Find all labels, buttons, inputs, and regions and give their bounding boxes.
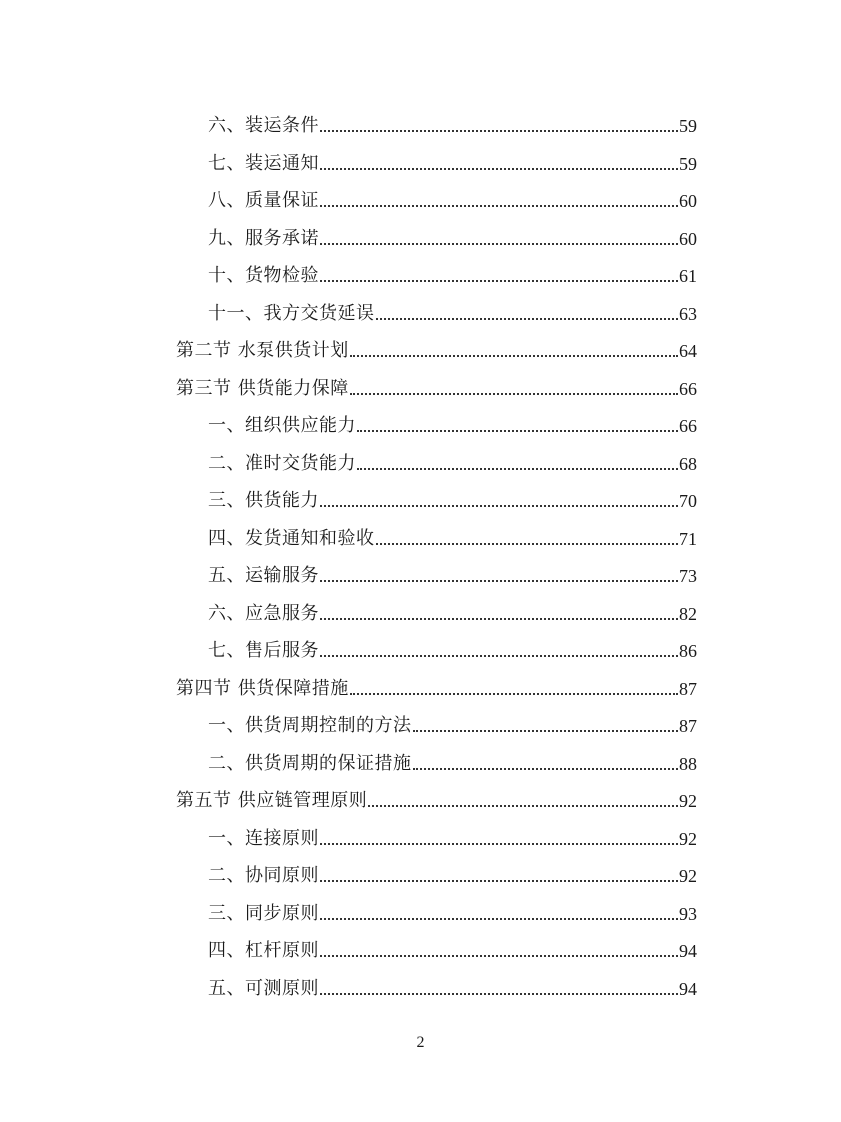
toc-entry-title: 三、同步原则 — [208, 902, 319, 924]
toc-dot-leader — [357, 430, 678, 432]
toc-entry-title: 第二节 水泵供货计划 — [176, 340, 349, 361]
toc-section-entry[interactable] — [176, 782, 697, 812]
toc-section-entry[interactable] — [176, 370, 697, 400]
toc-entry-page: 94 — [679, 941, 697, 961]
toc-entry-title: 一、连接原则 — [208, 827, 319, 849]
toc-entry-page: 66 — [679, 416, 697, 436]
toc-entry[interactable] — [208, 145, 697, 175]
toc-entry-page: 60 — [679, 191, 697, 211]
toc-entry-title: 十一、我方交货延误 — [208, 302, 375, 324]
toc-entry-page: 92 — [679, 791, 697, 811]
toc-dot-leader — [320, 655, 678, 657]
toc-entry-title: 十、货物检验 — [208, 265, 319, 286]
toc-entry-title: 八、质量保证 — [208, 190, 319, 211]
toc-entry-page: 64 — [679, 341, 697, 361]
toc-entry-page: 61 — [679, 266, 697, 286]
toc-dot-leader — [320, 918, 678, 920]
toc-dot-leader — [320, 168, 678, 170]
toc-section-entry[interactable] — [176, 670, 697, 700]
toc-entry-page: 71 — [679, 528, 697, 549]
toc-entry[interactable] — [208, 107, 697, 137]
toc-entry[interactable] — [208, 482, 697, 512]
toc-dot-leader — [320, 880, 678, 882]
toc-entry-title: 四、杠杆原则 — [208, 940, 319, 961]
toc-entry-title: 五、运输服务 — [208, 565, 319, 586]
toc-entry-title: 一、组织供应能力 — [208, 415, 356, 436]
toc-dot-leader — [413, 730, 679, 732]
toc-entry[interactable] — [208, 707, 697, 737]
toc-section-entry[interactable] — [176, 332, 697, 362]
toc-entry-title: 七、售后服务 — [208, 640, 319, 661]
toc-dot-leader — [320, 843, 678, 845]
toc-dot-leader — [350, 393, 678, 395]
toc-entry-title: 第五节 供应链管理原则 — [176, 790, 368, 811]
toc-entry-title: 二、协同原则 — [208, 865, 319, 886]
toc-entry[interactable] — [208, 932, 697, 962]
toc-entry-page: 63 — [679, 303, 697, 324]
toc-entry-title: 二、准时交货能力 — [208, 452, 356, 474]
toc-entry-page: 59 — [679, 116, 697, 136]
toc-entry-page: 68 — [679, 453, 697, 474]
toc-entry[interactable] — [208, 407, 697, 437]
toc-entry-page: 73 — [679, 566, 697, 586]
toc-entry-title: 七、装运通知 — [208, 152, 319, 174]
toc-dot-leader — [357, 468, 678, 470]
toc-dot-leader — [320, 243, 678, 245]
toc-dot-leader — [320, 993, 678, 995]
toc-entry[interactable] — [208, 295, 697, 325]
toc-entry[interactable] — [208, 445, 697, 475]
toc-entry-title: 九、服务承诺 — [208, 227, 319, 249]
toc-entry[interactable] — [208, 632, 697, 662]
toc-entry-title: 第三节 供货能力保障 — [176, 377, 349, 399]
toc-entry-page: 88 — [679, 753, 697, 774]
toc-entry-page: 60 — [679, 228, 697, 249]
toc-entry-title: 四、发货通知和验收 — [208, 527, 375, 549]
toc-dot-leader — [320, 130, 678, 132]
toc-entry[interactable] — [208, 257, 697, 287]
toc-entry-page: 66 — [679, 378, 697, 399]
toc-dot-leader — [368, 805, 678, 807]
toc-entry-page: 82 — [679, 603, 697, 624]
toc-entry[interactable] — [208, 220, 697, 250]
toc-dot-leader — [376, 318, 679, 320]
toc-entry-page: 59 — [679, 153, 697, 174]
toc-dot-leader — [320, 618, 678, 620]
toc-entry-title: 三、供货能力 — [208, 490, 319, 511]
toc-entry[interactable] — [208, 182, 697, 212]
toc-entry-page: 92 — [679, 828, 697, 849]
toc-entry-page: 87 — [679, 678, 697, 699]
toc-entry-title: 一、供货周期控制的方法 — [208, 715, 412, 736]
toc-entry-title: 五、可测原则 — [208, 977, 319, 999]
toc-dot-leader — [413, 768, 679, 770]
toc-entry-title: 二、供货周期的保证措施 — [208, 752, 412, 774]
toc-entry[interactable] — [208, 820, 697, 850]
toc-dot-leader — [320, 580, 678, 582]
toc-entry-title: 六、装运条件 — [208, 115, 319, 136]
toc-entry[interactable] — [208, 745, 697, 775]
toc-entry-title: 第四节 供货保障措施 — [176, 677, 349, 699]
toc-dot-leader — [350, 693, 678, 695]
toc-dot-leader — [320, 280, 678, 282]
toc-entry[interactable] — [208, 857, 697, 887]
toc-entry-title: 六、应急服务 — [208, 602, 319, 624]
toc-entry[interactable] — [208, 970, 697, 1000]
toc-entry[interactable] — [208, 895, 697, 925]
toc-dot-leader — [350, 355, 678, 357]
toc-entry-page: 92 — [679, 866, 697, 886]
toc-dot-leader — [376, 543, 679, 545]
toc-entry[interactable] — [208, 520, 697, 550]
toc-entry[interactable] — [208, 595, 697, 625]
toc-entry-page: 87 — [679, 716, 697, 736]
toc-entry-page: 94 — [679, 978, 697, 999]
page-number: 2 — [416, 1034, 425, 1051]
toc-entry-page: 70 — [679, 491, 697, 511]
toc-entry[interactable] — [208, 557, 697, 587]
toc-dot-leader — [320, 955, 678, 957]
toc-entry-page: 86 — [679, 641, 697, 661]
toc-dot-leader — [320, 505, 678, 507]
toc-dot-leader — [320, 205, 678, 207]
toc-entry-page: 93 — [679, 903, 697, 924]
